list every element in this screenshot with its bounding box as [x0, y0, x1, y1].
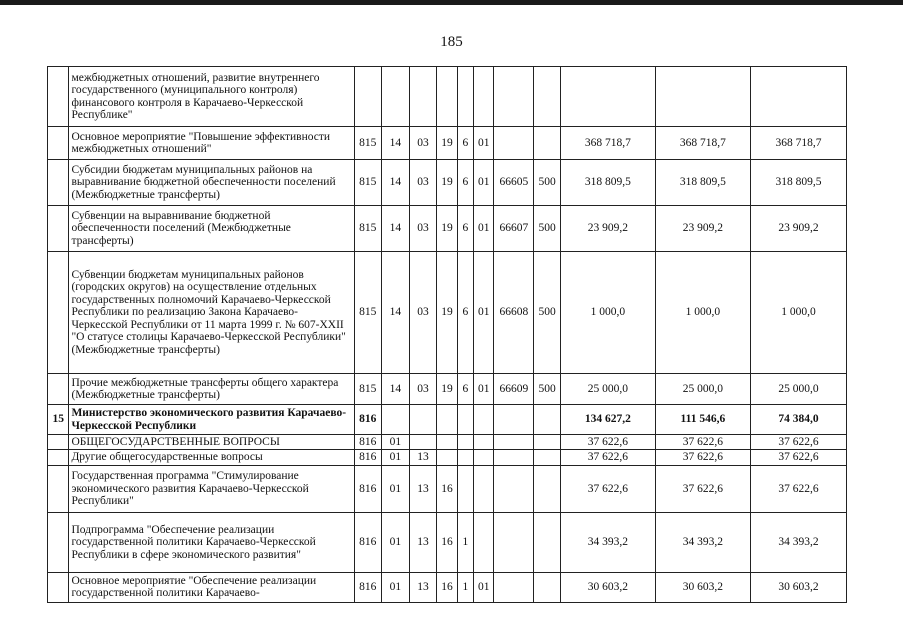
row-name: Основное мероприятие "Обеспечение реализации государственной политики Карачаево- [69, 572, 354, 602]
code-subprogram [457, 435, 473, 450]
amount-year-1: 37 622,6 [560, 435, 655, 450]
code-podrazdel [409, 405, 437, 435]
row-name: Государственная программа "Стимулирование экономического развития Карачаево-Черкесской Республики" [69, 465, 354, 512]
amount-year-2 [655, 67, 750, 127]
code-podrazdel: 13 [409, 572, 437, 602]
code-glava: 815 [354, 127, 382, 160]
amount-year-2: 37 622,6 [655, 450, 750, 465]
table-row [48, 374, 847, 405]
amount-year-2: 30 603,2 [655, 572, 750, 602]
code-podrazdel [409, 67, 437, 127]
code-podrazdel: 03 [409, 160, 437, 206]
amount-year-1: 23 909,2 [560, 206, 655, 252]
amount-year-2: 34 393,2 [655, 512, 750, 572]
row-name: Субвенции бюджетам муниципальных районов (городских округов) на осуществление отдельных государственных полномочий Карачаево-Черкесской Республики по реализацию Закона Карачаево-Черкесской Республики от 11 марта 1999 г. № 607-XXII "О статусе столицы Карачаево-Черкесской Республики" (Межбюджетные трансферты) [69, 252, 354, 374]
amount-year-1: 37 622,6 [560, 465, 655, 512]
code-glava: 816 [354, 450, 382, 465]
code-razdel: 01 [382, 435, 410, 450]
code-event [474, 465, 494, 512]
code-expense-type [534, 435, 561, 450]
budget-table [47, 66, 847, 603]
amount-year-3: 34 393,2 [750, 512, 846, 572]
code-direction [494, 127, 534, 160]
code-direction [494, 405, 534, 435]
code-expense-type [534, 67, 561, 127]
code-program: 19 [437, 127, 457, 160]
code-glava [354, 67, 382, 127]
row-name: Другие общегосударственные вопросы [69, 450, 354, 465]
code-razdel: 14 [382, 374, 410, 405]
row-name: Прочие межбюджетные трансферты общего характера (Межбюджетные трансферты) [69, 374, 354, 405]
code-glava: 816 [354, 435, 382, 450]
code-program [437, 435, 457, 450]
code-subprogram: 6 [457, 374, 473, 405]
code-direction [494, 435, 534, 450]
amount-year-1: 1 000,0 [560, 252, 655, 374]
amount-year-1: 25 000,0 [560, 374, 655, 405]
code-podrazdel: 13 [409, 450, 437, 465]
amount-year-2: 1 000,0 [655, 252, 750, 374]
row-index [48, 572, 69, 602]
code-expense-type [534, 512, 561, 572]
code-expense-type [534, 450, 561, 465]
code-razdel: 01 [382, 465, 410, 512]
code-razdel [382, 67, 410, 127]
code-glava: 816 [354, 405, 382, 435]
code-glava: 815 [354, 160, 382, 206]
code-direction [494, 572, 534, 602]
row-name: Подпрограмма "Обеспечение реализации государственной политики Карачаево-Черкесской Республики в сфере экономического развития" [69, 512, 354, 572]
amount-year-3: 30 603,2 [750, 572, 846, 602]
code-event: 01 [474, 127, 494, 160]
table-row [48, 252, 847, 374]
code-subprogram: 6 [457, 206, 473, 252]
amount-year-3: 74 384,0 [750, 405, 846, 435]
row-name: Министерство экономического развития Карачаево-Черкесской Республики [69, 405, 354, 435]
code-glava: 816 [354, 572, 382, 602]
table-row [48, 465, 847, 512]
code-expense-type [534, 405, 561, 435]
code-event: 01 [474, 252, 494, 374]
row-name: Основное мероприятие "Повышение эффективности межбюджетных отношений" [69, 127, 354, 160]
row-index [48, 450, 69, 465]
amount-year-2: 23 909,2 [655, 206, 750, 252]
code-program: 16 [437, 465, 457, 512]
row-index [48, 435, 69, 450]
amount-year-3: 37 622,6 [750, 465, 846, 512]
amount-year-2: 318 809,5 [655, 160, 750, 206]
amount-year-1 [560, 67, 655, 127]
row-index [48, 465, 69, 512]
code-program: 19 [437, 160, 457, 206]
code-podrazdel: 03 [409, 206, 437, 252]
code-event [474, 405, 494, 435]
code-expense-type: 500 [534, 206, 561, 252]
code-expense-type [534, 465, 561, 512]
code-direction [494, 67, 534, 127]
code-glava: 816 [354, 512, 382, 572]
code-podrazdel [409, 435, 437, 450]
amount-year-2: 25 000,0 [655, 374, 750, 405]
code-razdel: 01 [382, 450, 410, 465]
code-event [474, 435, 494, 450]
amount-year-3: 23 909,2 [750, 206, 846, 252]
code-expense-type: 500 [534, 374, 561, 405]
amount-year-1: 30 603,2 [560, 572, 655, 602]
row-index [48, 252, 69, 374]
amount-year-1: 318 809,5 [560, 160, 655, 206]
code-event: 01 [474, 572, 494, 602]
code-razdel: 14 [382, 160, 410, 206]
code-razdel: 01 [382, 572, 410, 602]
code-direction: 66608 [494, 252, 534, 374]
table-row [48, 405, 847, 435]
row-index [48, 512, 69, 572]
code-program [437, 450, 457, 465]
amount-year-3: 368 718,7 [750, 127, 846, 160]
amount-year-3: 37 622,6 [750, 450, 846, 465]
code-subprogram [457, 450, 473, 465]
code-podrazdel: 03 [409, 252, 437, 374]
code-glava: 815 [354, 252, 382, 374]
amount-year-3: 37 622,6 [750, 435, 846, 450]
code-program: 19 [437, 206, 457, 252]
row-name: Субсидии бюджетам муниципальных районов на выравнивание бюджетной обеспеченности поселений (Межбюджетные трансферты) [69, 160, 354, 206]
code-event: 01 [474, 374, 494, 405]
table-row [48, 206, 847, 252]
code-subprogram: 6 [457, 127, 473, 160]
amount-year-1: 34 393,2 [560, 512, 655, 572]
amount-year-3: 318 809,5 [750, 160, 846, 206]
amount-year-2: 111 546,6 [655, 405, 750, 435]
table-row [48, 127, 847, 160]
code-expense-type: 500 [534, 160, 561, 206]
amount-year-3: 25 000,0 [750, 374, 846, 405]
code-expense-type [534, 127, 561, 160]
code-podrazdel: 03 [409, 374, 437, 405]
row-index: 15 [48, 405, 69, 435]
code-subprogram: 6 [457, 160, 473, 206]
amount-year-3 [750, 67, 846, 127]
code-glava: 816 [354, 465, 382, 512]
code-expense-type: 500 [534, 252, 561, 374]
table-row [48, 435, 847, 450]
code-direction [494, 450, 534, 465]
row-name: межбюджетных отношений, развитие внутреннего государственного (муниципального контроля) финансового контроля в Карачаево-Черкесской Республике" [69, 67, 354, 127]
code-direction: 66605 [494, 160, 534, 206]
code-podrazdel: 13 [409, 465, 437, 512]
code-razdel: 14 [382, 127, 410, 160]
amount-year-2: 37 622,6 [655, 435, 750, 450]
row-name: ОБЩЕГОСУДАРСТВЕННЫЕ ВОПРОСЫ [69, 435, 354, 450]
table-row [48, 67, 847, 127]
top-border-bar [0, 0, 903, 5]
code-program [437, 405, 457, 435]
code-subprogram [457, 405, 473, 435]
row-index [48, 160, 69, 206]
code-razdel: 14 [382, 206, 410, 252]
code-program: 19 [437, 374, 457, 405]
code-glava: 815 [354, 374, 382, 405]
row-name: Субвенции на выравнивание бюджетной обеспеченности поселений (Межбюджетные трансферты) [69, 206, 354, 252]
amount-year-2: 37 622,6 [655, 465, 750, 512]
row-index [48, 67, 69, 127]
row-index [48, 374, 69, 405]
code-podrazdel: 13 [409, 512, 437, 572]
amount-year-1: 134 627,2 [560, 405, 655, 435]
code-razdel: 01 [382, 512, 410, 572]
code-program [437, 67, 457, 127]
row-index [48, 206, 69, 252]
code-subprogram: 1 [457, 512, 473, 572]
page-number: 185 [440, 34, 463, 50]
code-expense-type [534, 572, 561, 602]
code-direction: 66609 [494, 374, 534, 405]
code-glava: 815 [354, 206, 382, 252]
code-event [474, 512, 494, 572]
table-row [48, 572, 847, 602]
code-direction [494, 465, 534, 512]
code-event [474, 67, 494, 127]
amount-year-3: 1 000,0 [750, 252, 846, 374]
code-razdel: 14 [382, 252, 410, 374]
code-program: 16 [437, 512, 457, 572]
amount-year-1: 368 718,7 [560, 127, 655, 160]
row-index [48, 127, 69, 160]
code-event [474, 450, 494, 465]
code-program: 16 [437, 572, 457, 602]
code-direction: 66607 [494, 206, 534, 252]
code-event: 01 [474, 206, 494, 252]
code-event: 01 [474, 160, 494, 206]
table-row [48, 512, 847, 572]
code-program: 19 [437, 252, 457, 374]
table-row [48, 160, 847, 206]
code-subprogram [457, 67, 473, 127]
code-subprogram [457, 465, 473, 512]
code-podrazdel: 03 [409, 127, 437, 160]
code-subprogram: 6 [457, 252, 473, 374]
amount-year-2: 368 718,7 [655, 127, 750, 160]
code-direction [494, 512, 534, 572]
code-razdel [382, 405, 410, 435]
table-row [48, 450, 847, 465]
amount-year-1: 37 622,6 [560, 450, 655, 465]
code-subprogram: 1 [457, 572, 473, 602]
